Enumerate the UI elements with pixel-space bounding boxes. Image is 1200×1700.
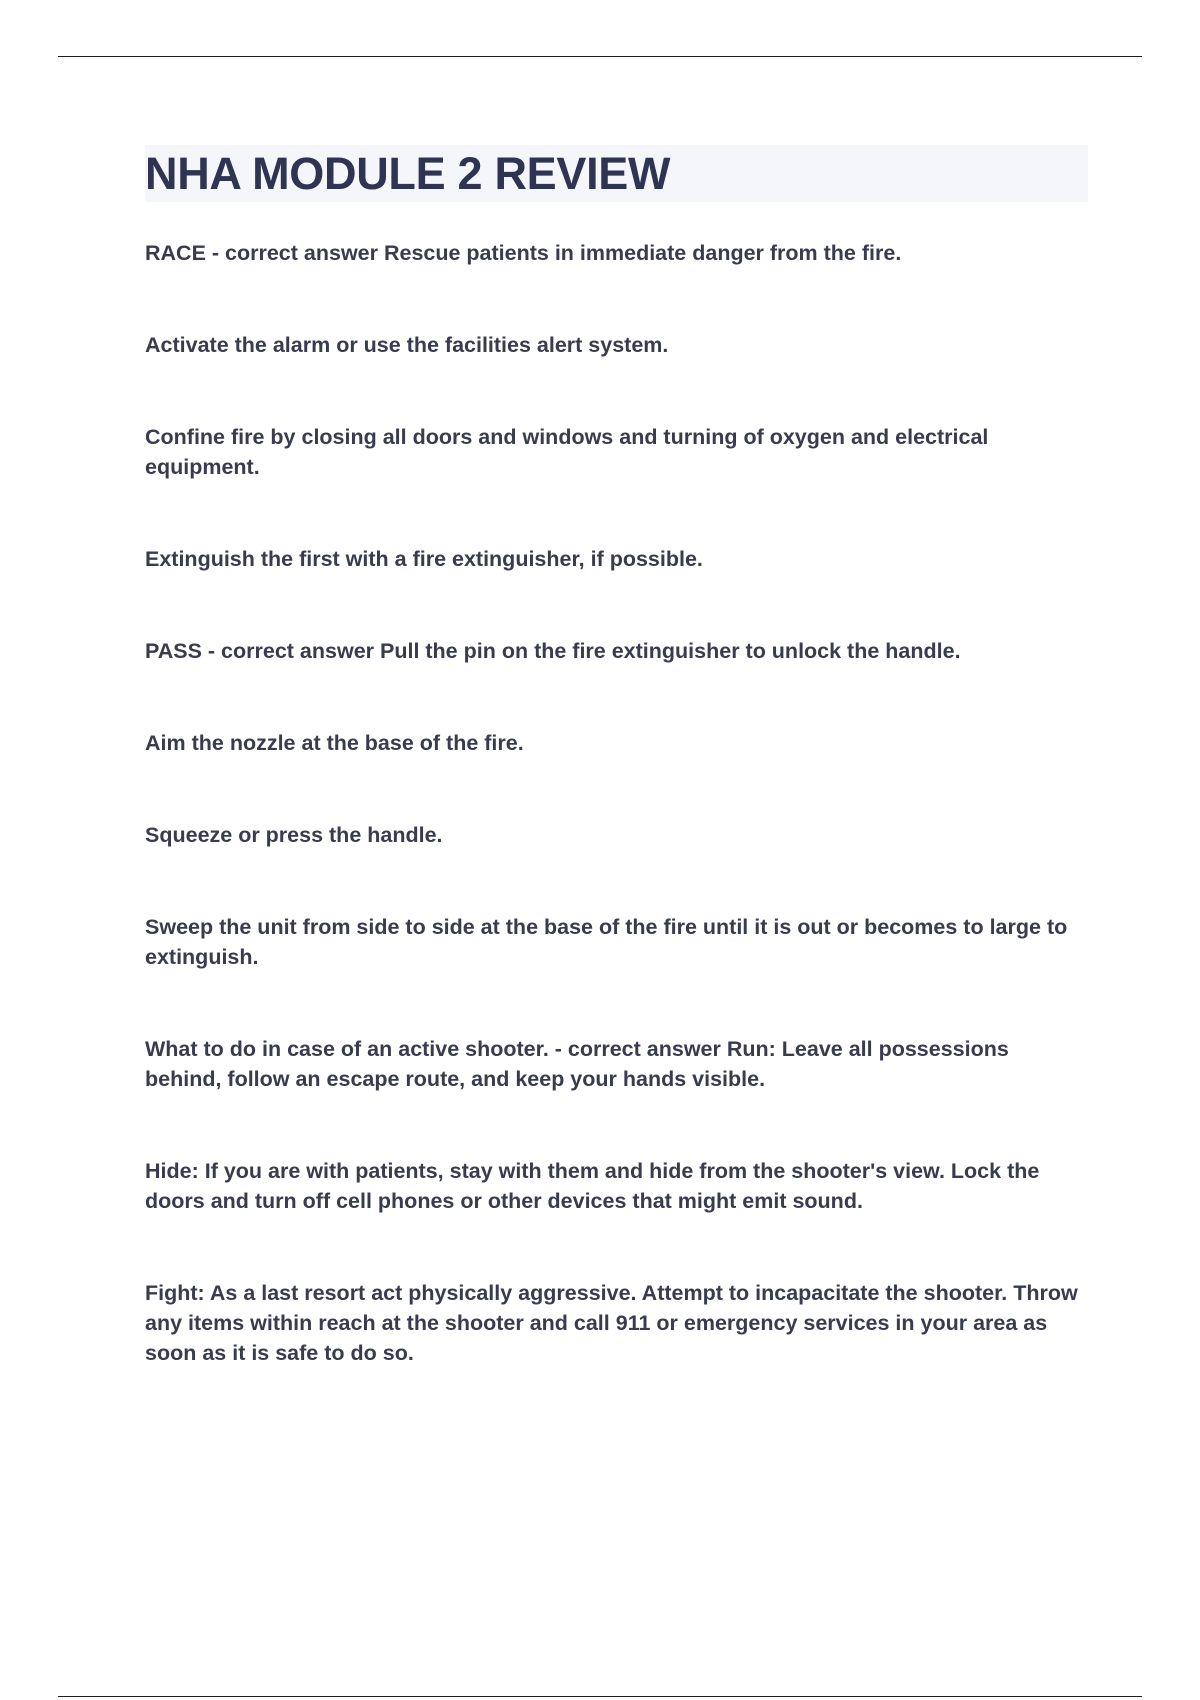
review-entry: RACE - correct answer Rescue patients in immediate danger from the fire. <box>145 241 902 265</box>
document-title: NHA MODULE 2 REVIEW <box>145 148 671 199</box>
review-entry: Extinguish the first with a fire extinguisher, if possible. <box>145 547 703 571</box>
title-banner <box>145 145 1088 202</box>
review-entries <box>145 238 1088 1368</box>
review-entry: PASS - correct answer Pull the pin on the fire extinguisher to unlock the handle. <box>145 639 961 663</box>
review-entry: Sweep the unit from side to side at the base of the fire until it is out or becomes to large to extinguish. <box>145 915 1068 969</box>
top-divider <box>58 56 1142 57</box>
review-entry: Squeeze or press the handle. <box>145 823 443 847</box>
review-entry: Aim the nozzle at the base of the fire. <box>145 731 524 755</box>
review-entry: Confine fire by closing all doors and windows and turning of oxygen and electrical equipment. <box>145 425 989 479</box>
review-entry: Fight: As a last resort act physically aggressive. Attempt to incapacitate the shooter. Throw any items within reach at the shooter and call 911 or emergency services in your area as soon as it is safe to do so. <box>145 1281 1078 1365</box>
review-entry: What to do in case of an active shooter. - correct answer Run: Leave all possessions behind, follow an escape route, and keep your hands visible. <box>145 1037 1009 1091</box>
review-entry: Activate the alarm or use the facilities alert system. <box>145 333 669 357</box>
document-body <box>145 145 1088 1430</box>
review-entry: Hide: If you are with patients, stay with them and hide from the shooter's view. Lock the doors and turn off cell phones or other devices that might emit sound. <box>145 1159 1040 1213</box>
bottom-divider <box>58 1696 1142 1697</box>
